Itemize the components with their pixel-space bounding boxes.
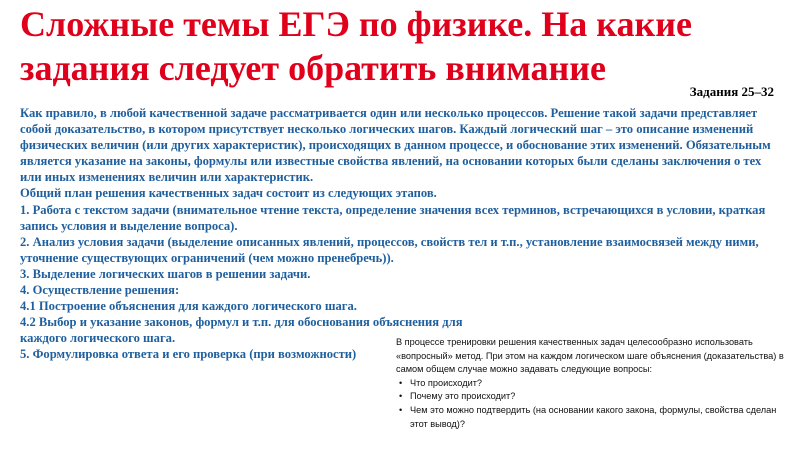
question-list <box>396 377 788 431</box>
slide-subtitle: Задания 25–32 <box>689 84 774 99</box>
note-text: В процессе тренировки решения качественных задач целесообразно использовать «вопросный» метод. При этом на каждом логическом шаге объяснения (доказательства) в самом общем случае можно задавать следующие вопросы: <box>396 337 784 375</box>
step-4-1: 4.1 Построение объяснения для каждого логического шага. <box>20 299 357 314</box>
question-text: Чем это можно подтвердить (на основании какого закона, формулы, свойства сделан этот вывод)? <box>410 404 777 429</box>
bullet-icon: • <box>399 391 403 402</box>
question-text: Почему это происходит? <box>410 391 516 402</box>
bullet-icon: • <box>399 377 403 388</box>
note-box <box>396 336 788 431</box>
question-item <box>396 404 788 431</box>
slide-body <box>20 105 772 363</box>
step-2: 2. Анализ условия задачи (выделение описанных явлений, процессов, свойств тел и т.п., установление взаимосвязей между ними, уточнение существующих ограничений (чем можно пренебречь)). <box>20 234 759 265</box>
step-4-2: 4.2 Выбор и указание законов, формул и т.п. для обоснования объяснения для каждого логического шага. <box>20 315 463 346</box>
question-item <box>396 377 788 391</box>
question-text: Что происходит? <box>410 377 483 388</box>
step-1: 1. Работа с текстом задачи (внимательное чтение текста, определение значения всех терминов, встречающихся в условии, краткая запись условия и выделение вопроса). <box>20 202 766 233</box>
bullet-icon: • <box>399 404 403 415</box>
question-item <box>396 390 788 404</box>
slide-title: Сложные темы ЕГЭ по физике. На какие задания следует обратить внимание <box>20 4 692 88</box>
step-3: 3. Выделение логических шагов в решении задачи. <box>20 266 311 281</box>
step-5: 5. Формулировка ответа и его проверка (при возможности) <box>20 347 357 362</box>
intro-paragraph: Как правило, в любой качественной задаче рассматривается один или несколько процессов. Решение такой задачи представляет собой доказательство, в котором присутствует несколько логических шагов. Каждый логический шаг – это описание изменений физических величин (или других характеристик), происходящих в данном процессе, и обоснование этих изменений. Обязательным является указание на законы, формулы или известные свойства явлений, на основании которых были сделаны заключения о тех или иных изменениях величин или характеристик. <box>20 106 771 185</box>
step-4: 4. Осуществление решения: <box>20 283 180 298</box>
plan-heading: Общий план решения качественных задач состоит из следующих этапов. <box>20 186 437 201</box>
